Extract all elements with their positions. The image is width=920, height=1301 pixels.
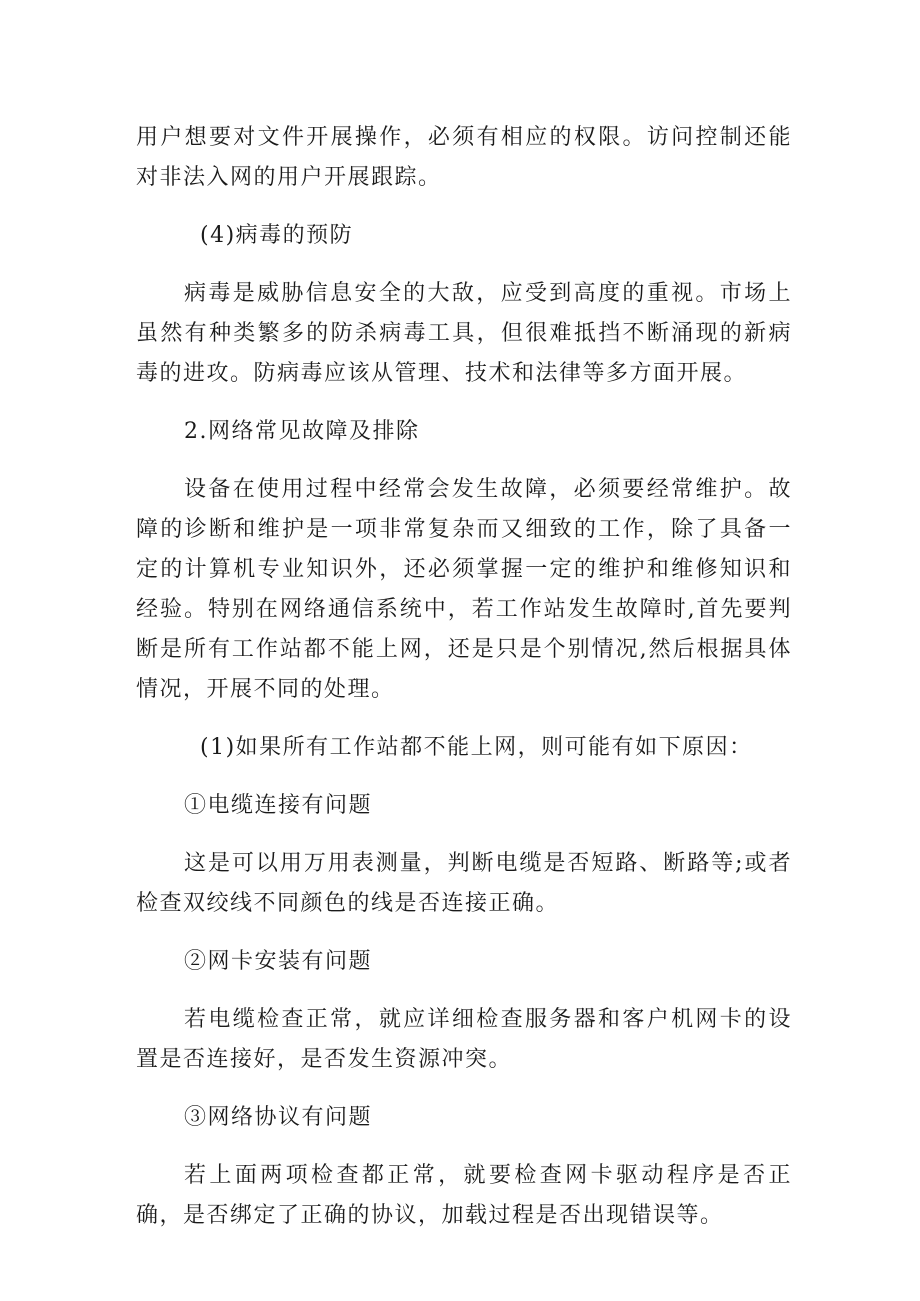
paragraph-nic-check: 若电缆检查正常，就应详细检查服务器和客户机网卡的设置是否连接好，是否发生资源冲突。 (136, 1007, 792, 1072)
heading-all-workstations-offline: (1)如果所有工作站都不能上网，则可能有如下原因： (200, 735, 753, 760)
heading-nic-problem: ②网卡安装有问题 (184, 949, 373, 974)
paragraph-cable-check: 这是可以用万用表测量，判断电缆是否短路、断路等;或者检查双绞线不同颜色的线是否连接正确。 (136, 851, 792, 916)
paragraph-protocol-check: 若上面两项检查都正常，就要检查网卡驱动程序是否正确，是否绑定了正确的协议，加载过程是否出现错误等。 (136, 1163, 792, 1228)
heading-network-faults: 2.网络常见故障及排除 (184, 419, 420, 444)
document-page (136, 118, 792, 1254)
paragraph-access-control: 用户想要对文件开展操作，必须有相应的权限。访问控制还能对非法入网的用户开展跟踪。 (136, 125, 792, 190)
paragraph-virus: 病毒是威胁信息安全的大敌，应受到高度的重视。市场上虽然有种类繁多的防杀病毒工具，但很难抵挡不断涌现的新病毒的进攻。防病毒应该从管理、技术和法律等多方面开展。 (136, 281, 792, 386)
heading-cable-problem: ①电缆连接有问题 (184, 793, 373, 818)
heading-virus-prevention: (4)病毒的预防 (200, 223, 354, 248)
heading-protocol-problem: ③网络协议有问题 (184, 1105, 373, 1130)
paragraph-device-maintenance: 设备在使用过程中经常会发生故障，必须要经常维护。故障的诊断和维护是一项非常复杂而又细致的工作，除了具备一定的计算机专业知识外，还必须掌握一定的维护和维修知识和经验。特别在网络通信系统中，若工作站发生故障时,首先要判断是所有工作站都不能上网，还是只是个别情况,然后根据具体情况，开展不同的处理。 (136, 477, 792, 702)
